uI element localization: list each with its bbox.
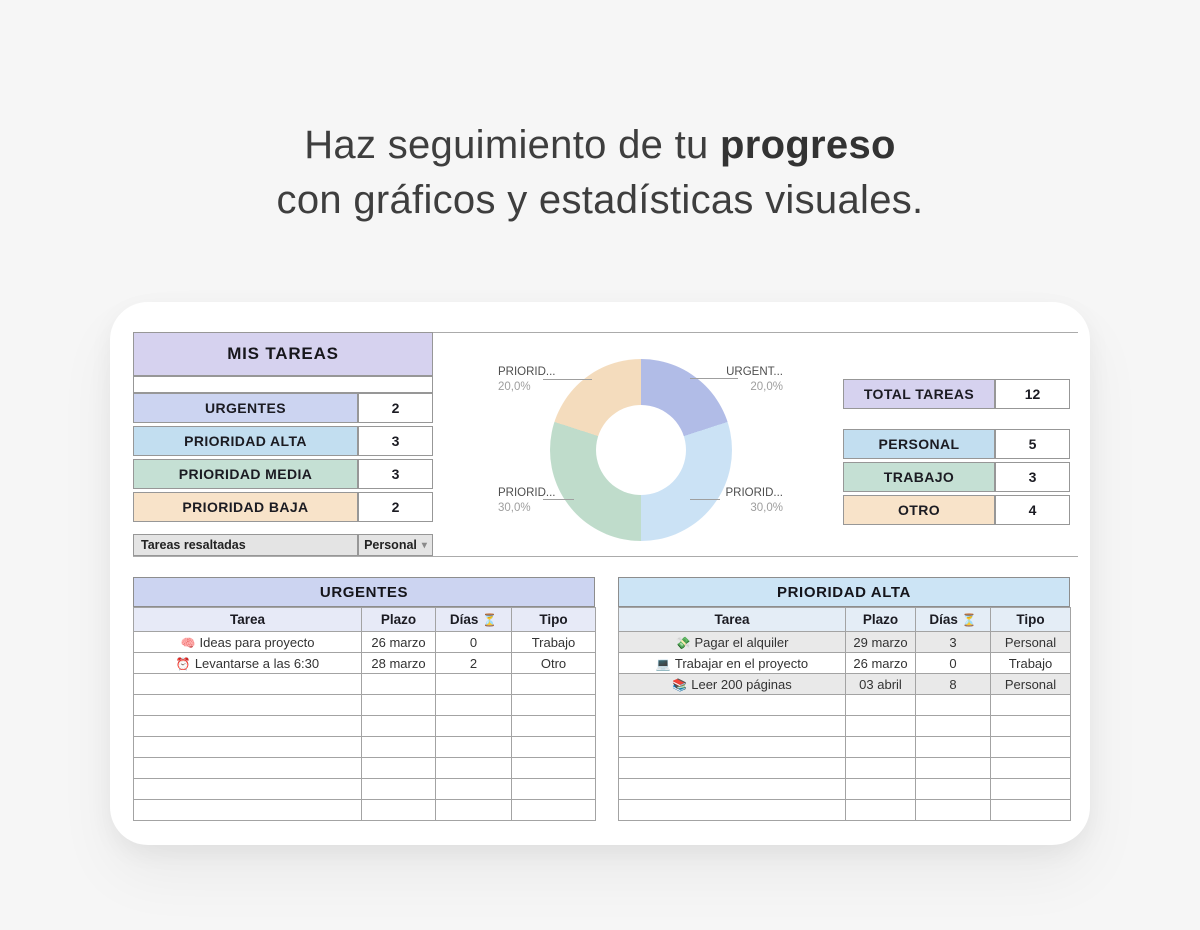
prioridad-alta-table [618,577,1070,821]
empty-cell [512,758,596,779]
task-title: Trabajar en el proyecto [674,655,809,671]
laptop-icon: 💻 [655,656,671,671]
total-tareas-label: TOTAL TAREAS [843,379,995,409]
summary-value: 3 [358,459,433,489]
dias-cell: 0 [916,653,991,674]
empty-cell [846,695,916,716]
totals-value: 3 [995,462,1070,492]
headline-prefix: Haz seguimiento de tu [304,123,709,167]
task-title: Pagar el alquiler [694,634,789,650]
totals-row-trabajo [843,462,1070,492]
empty-cell [846,800,916,821]
total-tareas-row [843,379,1070,409]
empty-row [134,800,596,821]
empty-cell [134,800,362,821]
empty-cell [436,737,512,758]
totals-label: PERSONAL [843,429,995,459]
empty-cell [362,758,436,779]
tipo-cell: Otro [512,653,596,674]
empty-cell [436,779,512,800]
empty-row [134,779,596,800]
urgentes-table [133,577,595,821]
chart-label-prioridad-baja [498,365,556,395]
task-cell [134,653,362,674]
task-cell [619,632,846,653]
chart-label-name: PRIORID... [498,366,556,378]
empty-cell [134,695,362,716]
empty-cell [134,758,362,779]
chart-label-name: PRIORID... [725,487,783,499]
task-title: Leer 200 páginas [691,676,792,692]
empty-cell [916,758,991,779]
tipo-cell: Personal [991,674,1071,695]
headline-line2: con gráficos y estadísticas visuales. [276,178,924,222]
money-with-wings-icon: 💸 [675,635,691,650]
empty-cell [846,716,916,737]
table-row [134,653,596,674]
empty-cell [991,695,1071,716]
headline-highlight: progreso [719,123,896,167]
empty-cell [362,716,436,737]
summary-row-prioridad-alta [133,426,433,456]
empty-row [134,737,596,758]
empty-cell [134,779,362,800]
dashboard-card [110,302,1090,845]
column-header-tipo: Tipo [991,608,1071,632]
chart-callout-line [690,499,720,500]
totals-value: 4 [995,495,1070,525]
empty-row [134,695,596,716]
empty-row [134,758,596,779]
empty-cell [619,716,846,737]
plazo-cell: 29 marzo [846,632,916,653]
empty-cell [436,695,512,716]
empty-cell [916,779,991,800]
chart-label-pct: 30,0% [498,502,531,514]
empty-cell [846,758,916,779]
empty-cell [916,800,991,821]
empty-cell [436,674,512,695]
task-cell [134,632,362,653]
empty-row [134,716,596,737]
prioridad-alta-table-title: PRIORIDAD ALTA [618,577,1070,607]
summary-label: URGENTES [133,393,358,423]
hourglass-icon: ⏳ [482,613,498,627]
empty-cell [619,695,846,716]
column-header-tipo: Tipo [512,608,596,632]
summary-row-prioridad-media [133,459,433,489]
empty-cell [436,716,512,737]
summary-label: PRIORIDAD ALTA [133,426,358,456]
summary-value: 2 [358,393,433,423]
empty-cell [362,737,436,758]
chart-callout-line [543,499,574,500]
hourglass-icon: ⏳ [961,613,977,627]
filter-row [133,534,433,556]
books-icon: 📚 [672,677,688,692]
chart-label-urgentes [703,365,783,395]
donut-chart-hole [596,405,686,495]
empty-cell [619,737,846,758]
empty-cell [916,737,991,758]
empty-cell [362,779,436,800]
dias-cell: 2 [436,653,512,674]
empty-cell [512,800,596,821]
table-row-highlighted [619,632,1071,653]
table-row-highlighted [619,674,1071,695]
summary-value: 3 [358,426,433,456]
plazo-cell: 28 marzo [362,653,436,674]
filter-dropdown[interactable] [358,534,433,556]
empty-row [619,800,1071,821]
empty-cell [512,737,596,758]
brain-icon: 🧠 [180,635,196,650]
empty-cell [362,695,436,716]
page-headline [0,118,1200,228]
empty-cell [619,779,846,800]
totals-row-otro [843,495,1070,525]
empty-cell [991,800,1071,821]
empty-cell [362,674,436,695]
empty-cell [846,737,916,758]
chart-top-gridline [433,332,1078,333]
empty-cell [436,758,512,779]
totals-label: OTRO [843,495,995,525]
summary-label: PRIORIDAD MEDIA [133,459,358,489]
empty-cell [619,800,846,821]
chart-callout-line [543,379,592,380]
headline-line1 [0,118,1200,173]
chart-label-prioridad-alta [703,486,783,516]
dias-cell: 0 [436,632,512,653]
tipo-cell: Personal [991,632,1071,653]
table-header-row [134,608,596,632]
chart-label-pct: 20,0% [750,381,783,393]
urgentes-table-title: URGENTES [133,577,595,607]
empty-cell [134,674,362,695]
column-header-tarea: Tarea [619,608,846,632]
empty-cell [991,716,1071,737]
empty-cell [991,779,1071,800]
mis-tareas-title: MIS TAREAS [133,332,433,376]
plazo-cell: 26 marzo [362,632,436,653]
filter-label: Tareas resaltadas [133,534,358,556]
tipo-cell: Trabajo [512,632,596,653]
task-title: Levantarse a las 6:30 [194,655,320,671]
chart-label-name: PRIORID... [498,487,556,499]
empty-row [619,758,1071,779]
summary-row-prioridad-baja [133,492,433,522]
empty-cell [846,779,916,800]
empty-cell [619,758,846,779]
column-header-plazo: Plazo [362,608,436,632]
tipo-cell: Trabajo [991,653,1071,674]
table-header-row [619,608,1071,632]
spacer-cell [133,376,433,393]
chart-label-prioridad-media [498,486,556,516]
empty-cell [436,800,512,821]
empty-cell [134,716,362,737]
column-header-dias [916,608,991,632]
empty-cell [512,674,596,695]
column-header-tarea: Tarea [134,608,362,632]
chevron-down-icon: ▾ [421,539,427,551]
column-header-dias [436,608,512,632]
totals-value: 5 [995,429,1070,459]
empty-cell [512,695,596,716]
column-header-dias-label: Días [449,612,479,627]
task-title: Ideas para proyecto [199,634,315,650]
empty-cell [512,779,596,800]
total-tareas-value: 12 [995,379,1070,409]
summary-label: PRIORIDAD BAJA [133,492,358,522]
empty-cell [916,716,991,737]
column-header-plazo: Plazo [846,608,916,632]
empty-row [619,695,1071,716]
empty-row [134,674,596,695]
empty-cell [991,737,1071,758]
chart-bottom-gridline [133,556,1078,557]
summary-value: 2 [358,492,433,522]
dias-cell: 3 [916,632,991,653]
plazo-cell: 03 abril [846,674,916,695]
totals-row-personal [843,429,1070,459]
empty-cell [512,716,596,737]
empty-row [619,779,1071,800]
task-cell [619,674,846,695]
filter-selected-value: Personal [364,538,417,552]
empty-cell [362,800,436,821]
totals-label: TRABAJO [843,462,995,492]
chart-label-pct: 20,0% [498,381,531,393]
plazo-cell: 26 marzo [846,653,916,674]
empty-cell [916,695,991,716]
empty-row [619,737,1071,758]
empty-row [619,716,1071,737]
dias-cell: 8 [916,674,991,695]
column-header-dias-label: Días [929,612,958,627]
chart-callout-line [690,378,738,379]
table-row [619,653,1071,674]
alarm-clock-icon: ⏰ [175,656,191,671]
chart-label-name: URGENT... [726,366,783,378]
table-row [134,632,596,653]
chart-label-pct: 30,0% [750,502,783,514]
empty-cell [134,737,362,758]
empty-cell [991,758,1071,779]
task-cell [619,653,846,674]
summary-row-urgentes [133,393,433,423]
